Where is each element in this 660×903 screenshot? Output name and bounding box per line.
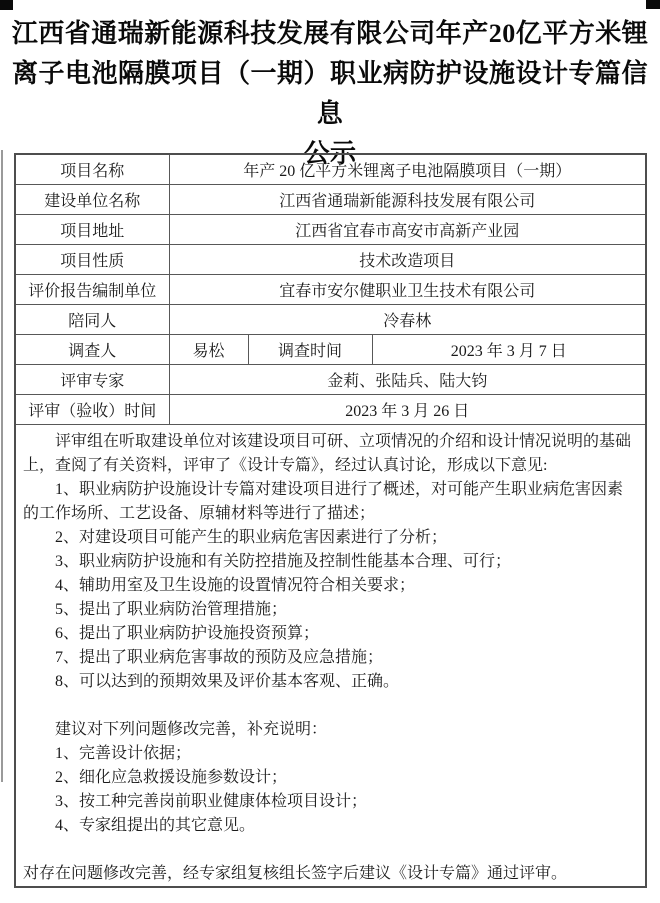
title-line-1: 江西省通瑞新能源科技发展有限公司年产20亿平方米锂	[11, 19, 649, 48]
title-line-2: 离子电池隔膜项目（一期）职业病防护设施设计专篇信息	[11, 59, 648, 128]
review-paragraph: 3、职业病防护设施和有关防控措施及控制性能基本合理、可行；	[55, 553, 512, 570]
review-paragraph: 2、细化应急救援设施参数设计；	[55, 769, 288, 786]
table-row-construction-unit	[15, 185, 646, 215]
table-row-report-unit	[15, 275, 646, 305]
field-label: 项目地址	[15, 215, 169, 245]
field-value: 2023 年 3 月 26 日	[169, 395, 646, 425]
scan-corner-mark-top-right	[646, 0, 660, 9]
review-paragraph: 3、按工种完善岗前职业健康体检项目设计；	[55, 793, 368, 810]
title-line-3: 公示	[303, 139, 357, 168]
field-label: 建设单位名称	[15, 185, 169, 215]
field-value: 2023 年 3 月 7 日	[372, 335, 646, 365]
review-paragraph: 评审组在听取建设单位对该建设项目可研、立项情况的介绍和设计情况说明的基础上，查阅了有关资料，评审了《设计专篇》，经过认真讨论，形成以下意见:	[23, 433, 632, 474]
field-label: 项目性质	[15, 245, 169, 275]
field-value: 易松	[169, 335, 248, 365]
table-row-project-nature	[15, 245, 646, 275]
review-paragraph: 5、提出了职业病防治管理措施；	[55, 601, 288, 618]
field-label: 调查人	[15, 335, 169, 365]
field-label: 评价报告编制单位	[15, 275, 169, 305]
table-row-review-comments	[15, 425, 646, 888]
review-paragraph: 6、提出了职业病防护设施投资预算；	[55, 625, 320, 642]
review-paragraph: 4、辅助用室及卫生设施的设置情况符合相关要求；	[55, 577, 416, 594]
review-conclusion: 对存在问题修改完善，经专家组复核组长签字后建议《设计专篇》通过评审。	[23, 865, 568, 882]
scan-artifact-left-line	[1, 150, 3, 782]
field-value: 金莉、张陆兵、陆大钧	[169, 365, 646, 395]
info-table	[14, 153, 647, 888]
table-row-review-time	[15, 395, 646, 425]
field-value: 技术改造项目	[169, 245, 646, 275]
scan-corner-mark-top-left	[0, 0, 13, 10]
table-row-accompanying-person	[15, 305, 646, 335]
table-row-project-name	[15, 154, 646, 185]
document-title	[0, 0, 660, 174]
field-value: 江西省宜春市高安市高新产业园	[169, 215, 646, 245]
field-label: 调查时间	[248, 335, 372, 365]
table-row-review-experts	[15, 365, 646, 395]
review-comments-cell	[15, 425, 646, 888]
review-paragraph: 2、对建设项目可能产生的职业病危害因素进行了分析；	[55, 529, 448, 546]
field-label: 评审（验收）时间	[15, 395, 169, 425]
review-paragraph: 1、职业病防护设施设计专篇对建设项目进行了概述，对可能产生职业病危害因素的工作场所、工艺设备、原辅材料等进行了描述；	[23, 481, 624, 522]
field-value: 宜春市安尔健职业卫生技术有限公司	[169, 275, 646, 305]
review-paragraph: 4、专家组提出的其它意见。	[55, 817, 256, 834]
field-value: 年产 20 亿平方米锂离子电池隔膜项目（一期）	[169, 154, 646, 185]
review-paragraph: 7、提出了职业病危害事故的预防及应急措施；	[55, 649, 384, 666]
field-value: 江西省通瑞新能源科技发展有限公司	[169, 185, 646, 215]
review-paragraph: 8、可以达到的预期效果及评价基本客观、正确。	[55, 673, 400, 690]
review-paragraph: 1、完善设计依据；	[55, 745, 192, 762]
field-label: 评审专家	[15, 365, 169, 395]
table-row-project-address	[15, 215, 646, 245]
field-label: 陪同人	[15, 305, 169, 335]
field-label: 项目名称	[15, 154, 169, 185]
field-value: 冷春林	[169, 305, 646, 335]
table-row-investigator	[15, 335, 646, 365]
review-paragraph: 建议对下列问题修改完善，补充说明：	[55, 721, 328, 738]
